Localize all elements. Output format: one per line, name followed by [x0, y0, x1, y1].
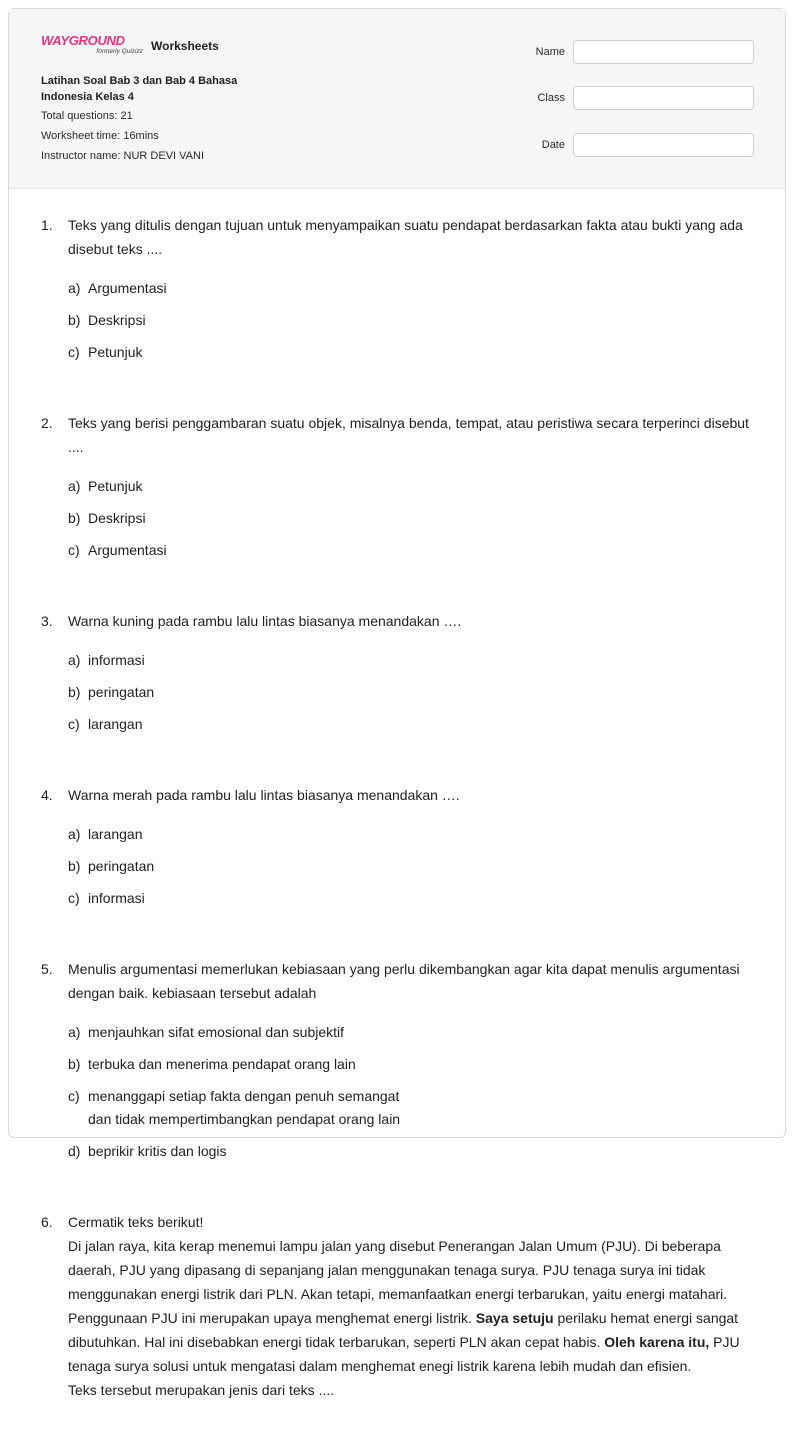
brand-label: Worksheets — [151, 39, 219, 53]
question-text — [68, 1210, 761, 1402]
question-text: Menulis argumentasi memerlukan kebiasaan yang perlu dikembangkan agar kita dapat menulis argumentasi dengan baik. kebiasaan tersebut adalah — [68, 961, 740, 1001]
question-prompt: Teks tersebut merupakan jenis dari teks .... — [68, 1382, 335, 1398]
brand — [41, 33, 219, 59]
options — [68, 823, 761, 919]
question-2 — [41, 411, 761, 571]
question-text: Warna kuning pada rambu lalu lintas biasanya menandakan …. — [68, 613, 462, 629]
options — [68, 1021, 761, 1172]
options — [68, 475, 761, 571]
worksheet-page — [8, 8, 786, 1398]
date-field[interactable] — [573, 133, 754, 157]
option-b[interactable]: b) Deskripsi — [68, 510, 146, 526]
wayground-logo — [41, 33, 143, 59]
question-number: 3. — [41, 613, 53, 629]
worksheet-header — [9, 9, 785, 189]
options — [68, 277, 761, 373]
option-d[interactable]: d) beprikir kritis dan logis — [68, 1143, 227, 1159]
question-intro: Cermatik teks berikut! — [68, 1214, 204, 1230]
option-b[interactable]: b) peringatan — [68, 684, 155, 700]
option-c[interactable]: c) Petunjuk — [68, 344, 143, 360]
question-list — [41, 213, 761, 1440]
option-c[interactable]: c) menanggapi setiap fakta dengan penuh semangat dan tidak mempertimbangkan pendapat orang lain — [68, 1088, 401, 1127]
total-questions: Total questions: 21 — [41, 110, 133, 122]
question-number: 1. — [41, 217, 53, 233]
class-label: Class — [537, 92, 565, 104]
worksheet-title: Latihan Soal Bab 3 dan Bab 4 Bahasa Indonesia Kelas 4 — [41, 75, 238, 103]
option-a[interactable]: a) informasi — [68, 652, 145, 668]
date-label: Date — [541, 139, 565, 151]
question-1 — [41, 213, 761, 373]
question-number: 6. — [41, 1214, 53, 1230]
question-4 — [41, 783, 761, 919]
option-b[interactable]: b) peringatan — [68, 858, 155, 874]
question-text: Teks yang ditulis dengan tujuan untuk menyampaikan suatu pendapat berdasarkan fakta atau bukti yang ada disebut teks .... — [68, 217, 743, 257]
option-a[interactable]: a) larangan — [68, 826, 143, 842]
option-b[interactable]: b) terbuka dan menerima pendapat orang lain — [68, 1056, 356, 1072]
question-6 — [41, 1210, 761, 1402]
options — [68, 649, 761, 745]
class-field[interactable] — [573, 86, 754, 110]
option-c[interactable]: c) Argumentasi — [68, 542, 167, 558]
option-b[interactable]: b) Deskripsi — [68, 312, 146, 328]
logo-wordmark: WAYGROUND — [41, 33, 125, 48]
question-number: 5. — [41, 961, 53, 977]
question-3 — [41, 609, 761, 745]
question-5 — [41, 957, 761, 1172]
name-field[interactable] — [573, 40, 754, 64]
option-a[interactable]: a) Petunjuk — [68, 478, 143, 494]
passage: Di jalan raya, kita kerap menemui lampu jalan yang disebut Penerangan Jalan Umum (PJU). Di beberapa daerah, PJU yang dipasang di sepanjang jalan menggunakan tenaga surya. PJU tenaga surya ini tidak menggunakan energi listrik dari PLN. Akan tetapi, memanfaatkan energi terbarukan, yaitu energi matahari. Penggunaan PJU ini merupakan upaya menghemat energi listrik. Saya setuju perilaku hemat energi sangat dibutuhkan. Hal ini disebabkan energi tidak terbarukan, seperti PLN akan cepat habis. Oleh karena itu, PJU tenaga surya solusi untuk mengatasi dalam menghemat enegi listrik karena lebih mudah dan efisien. — [68, 1238, 740, 1374]
question-number: 2. — [41, 415, 53, 431]
question-text: Teks yang berisi penggambaran suatu objek, misalnya benda, tempat, atau peristiwa secara terperinci disebut .... — [68, 415, 749, 455]
name-label: Name — [535, 46, 565, 58]
option-c[interactable]: c) informasi — [68, 890, 145, 906]
option-a[interactable]: a) Argumentasi — [68, 280, 167, 296]
question-number: 4. — [41, 787, 53, 803]
instructor-name: Instructor name: NUR DEVI VANI — [41, 150, 205, 162]
logo-subtitle: formerly Quizizz — [96, 48, 143, 55]
worksheet-time: Worksheet time: 16mins — [41, 130, 159, 142]
option-a[interactable]: a) menjauhkan sifat emosional dan subjektif — [68, 1024, 345, 1040]
question-text: Warna merah pada rambu lalu lintas biasanya menandakan …. — [68, 787, 460, 803]
option-c[interactable]: c) larangan — [68, 716, 143, 732]
